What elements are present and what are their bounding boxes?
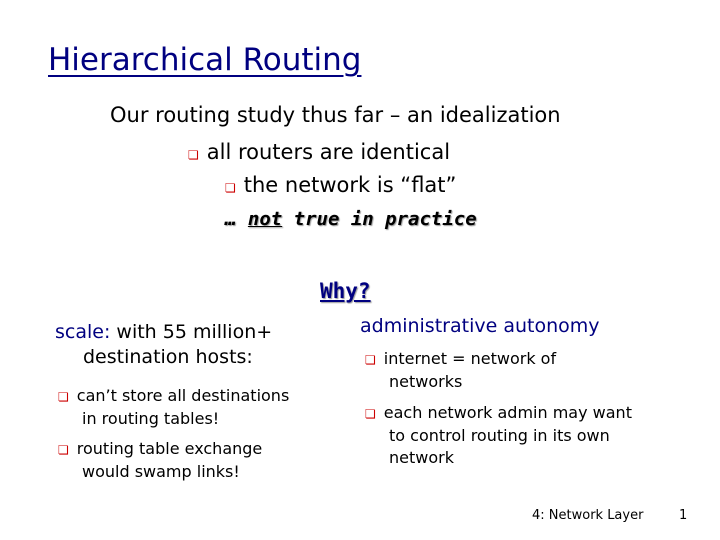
- scale-label: scale:: [55, 321, 111, 343]
- practice-rest: true in practice: [282, 208, 477, 230]
- scale-item-line1: can’t store all destinations: [76, 386, 290, 405]
- bullet-square-icon: ❏: [188, 148, 199, 162]
- scale-item: [58, 438, 262, 483]
- autonomy-item: [365, 348, 556, 393]
- scale-heading: [55, 320, 272, 370]
- autonomy-item-line1: internet = network of: [383, 349, 557, 368]
- bullet-square-icon: ❏: [365, 353, 376, 367]
- scale-item: [58, 385, 289, 430]
- autonomy-heading: administrative autonomy: [360, 315, 600, 337]
- bullet-square-icon: ❏: [58, 390, 69, 404]
- slide-title: Hierarchical Routing: [48, 42, 362, 78]
- bullet-square-icon: ❏: [365, 407, 376, 421]
- scale-item-line1: routing table exchange: [76, 439, 263, 458]
- scale-item-line2: in routing tables!: [82, 409, 220, 428]
- footer-text: 4: Network Layer: [532, 508, 644, 523]
- bullet-square-icon: ❏: [225, 181, 236, 195]
- bullet-item: [225, 173, 456, 197]
- page-number: 1: [679, 508, 688, 523]
- scale-text-line2: destination hosts:: [83, 346, 253, 368]
- autonomy-item-line2: to control routing in its own: [389, 426, 610, 445]
- bullet-text: all routers are identical: [206, 140, 451, 164]
- practice-not: not: [247, 208, 283, 230]
- autonomy-item-line1: each network admin may want: [383, 403, 632, 422]
- intro-text: Our routing study thus far – an idealization: [110, 103, 561, 127]
- practice-note: [225, 208, 477, 230]
- autonomy-item: [365, 402, 632, 469]
- autonomy-item-line2: networks: [389, 372, 463, 391]
- bullet-square-icon: ❏: [58, 443, 69, 457]
- scale-text: with 55 million+: [110, 321, 273, 343]
- scale-item-line2: would swamp links!: [82, 462, 240, 481]
- practice-prefix: …: [225, 208, 248, 230]
- bullet-text: the network is “flat”: [243, 173, 457, 197]
- autonomy-item-line3: network: [389, 448, 454, 467]
- bullet-item: [188, 140, 450, 164]
- why-heading: Why?: [320, 279, 371, 303]
